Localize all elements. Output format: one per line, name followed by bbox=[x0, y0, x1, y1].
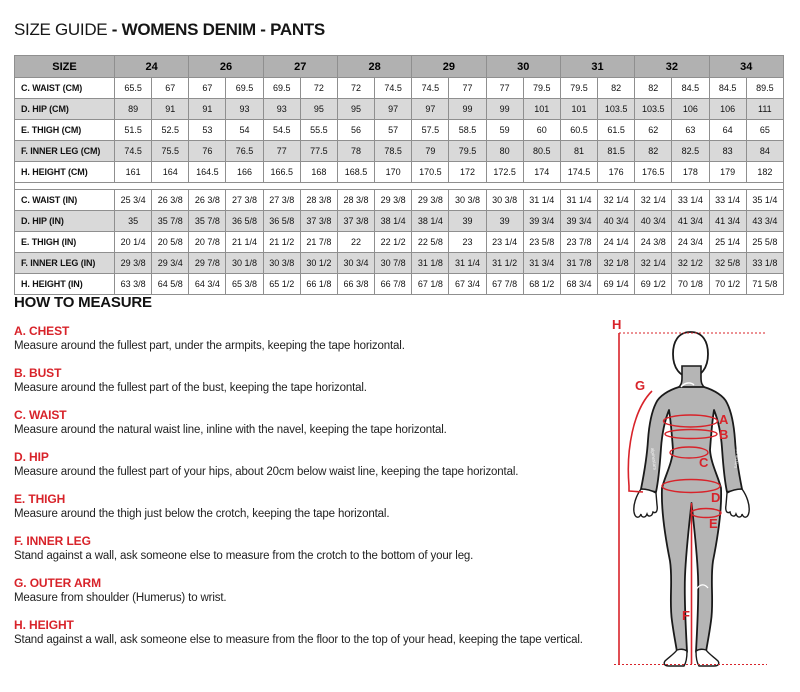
measurement-value: 30 1/8 bbox=[226, 253, 263, 274]
measurement-value: 39 3/4 bbox=[523, 211, 560, 232]
figure-left-foot bbox=[664, 649, 687, 666]
measurement-value: 76 bbox=[189, 141, 226, 162]
measurement-value: 23 bbox=[449, 232, 486, 253]
figure-label-a: A bbox=[719, 412, 729, 427]
measurement-value: 41 3/4 bbox=[709, 211, 746, 232]
size-table-header bbox=[15, 56, 784, 78]
measurement-value: 27 3/8 bbox=[263, 190, 300, 211]
size-column-header: 32 bbox=[635, 56, 709, 78]
measurement-value: 81 bbox=[560, 141, 597, 162]
measurement-value: 38 1/4 bbox=[375, 211, 412, 232]
row-label: C. WAIST (CM) bbox=[15, 78, 115, 99]
measurement-value: 77.5 bbox=[300, 141, 337, 162]
measurement-value: 22 bbox=[337, 232, 374, 253]
measurement-value: 78 bbox=[337, 141, 374, 162]
measurement-value: 79.5 bbox=[523, 78, 560, 99]
measurement-value: 75.5 bbox=[152, 141, 189, 162]
figure-label-g: G bbox=[635, 378, 646, 393]
measurement-value: 80 bbox=[486, 141, 523, 162]
measurement-value: 40 3/4 bbox=[635, 211, 672, 232]
measurement-value: 60.5 bbox=[560, 120, 597, 141]
size-table-corner-label: SIZE bbox=[15, 56, 115, 78]
measure-section-inner-leg bbox=[14, 534, 614, 562]
measurement-value: 83 bbox=[709, 141, 746, 162]
measurement-value: 82.5 bbox=[672, 141, 709, 162]
measure-section-bust bbox=[14, 366, 614, 394]
measurement-value: 32 1/8 bbox=[598, 253, 635, 274]
measurement-value: 20 1/4 bbox=[115, 232, 152, 253]
measurement-value: 61.5 bbox=[598, 120, 635, 141]
measurement-value: 70 1/2 bbox=[709, 274, 746, 295]
measurement-value: 32 1/2 bbox=[672, 253, 709, 274]
measurement-value: 67 3/4 bbox=[449, 274, 486, 295]
measurement-value: 164 bbox=[152, 162, 189, 183]
measurement-value: 82 bbox=[635, 141, 672, 162]
measurement-value: 56 bbox=[337, 120, 374, 141]
measure-section-height bbox=[14, 618, 614, 646]
measurement-value: 78.5 bbox=[375, 141, 412, 162]
size-column-header: 24 bbox=[115, 56, 189, 78]
measurement-value: 166.5 bbox=[263, 162, 300, 183]
measurement-value: 82 bbox=[635, 78, 672, 99]
measurement-value: 35 7/8 bbox=[189, 211, 226, 232]
measure-section-hip bbox=[14, 450, 614, 478]
measurement-value: 38 1/4 bbox=[412, 211, 449, 232]
measure-section-chest bbox=[14, 324, 614, 352]
measurement-value: 65.5 bbox=[115, 78, 152, 99]
measurement-value: 54 bbox=[226, 120, 263, 141]
measurement-value: 30 3/8 bbox=[449, 190, 486, 211]
measurement-value: 32 1/4 bbox=[635, 190, 672, 211]
measurement-value: 24 1/4 bbox=[598, 232, 635, 253]
measurement-value: 57.5 bbox=[412, 120, 449, 141]
measurement-value: 101 bbox=[560, 99, 597, 120]
measurement-value: 67 bbox=[152, 78, 189, 99]
measurement-value: 26 3/8 bbox=[152, 190, 189, 211]
measurement-value: 31 1/4 bbox=[560, 190, 597, 211]
measurement-value: 71 5/8 bbox=[746, 274, 783, 295]
measurement-value: 170 bbox=[375, 162, 412, 183]
measurement-value: 21 7/8 bbox=[300, 232, 337, 253]
measurement-value: 91 bbox=[189, 99, 226, 120]
how-to-measure-section bbox=[14, 294, 614, 660]
body-diagram bbox=[595, 300, 800, 687]
measurement-value: 31 1/4 bbox=[449, 253, 486, 274]
measurement-value: 59 bbox=[486, 120, 523, 141]
measurement-value: 23 1/4 bbox=[486, 232, 523, 253]
measurement-value: 25 5/8 bbox=[746, 232, 783, 253]
measurement-value: 24 3/4 bbox=[672, 232, 709, 253]
measurement-value: 79.5 bbox=[449, 141, 486, 162]
measurement-value: 31 7/8 bbox=[560, 253, 597, 274]
measurement-value: 168 bbox=[300, 162, 337, 183]
figure-left-hand bbox=[634, 489, 657, 517]
table-spacer-cell bbox=[15, 183, 784, 190]
size-column-header: 29 bbox=[412, 56, 486, 78]
measurement-value: 65 1/2 bbox=[263, 274, 300, 295]
measurement-value: 35 bbox=[115, 211, 152, 232]
measurement-value: 89.5 bbox=[746, 78, 783, 99]
measurement-value: 172 bbox=[449, 162, 486, 183]
measurement-value: 79 bbox=[412, 141, 449, 162]
measurement-value: 35 1/4 bbox=[746, 190, 783, 211]
measurement-value: 54.5 bbox=[263, 120, 300, 141]
measurement-value: 101 bbox=[523, 99, 560, 120]
figure-right-hand bbox=[726, 489, 749, 517]
measure-label-hip: D. HIP bbox=[14, 450, 49, 464]
page-title bbox=[14, 20, 325, 40]
measurement-value: 106 bbox=[672, 99, 709, 120]
size-column-header: 31 bbox=[560, 56, 634, 78]
measurement-value: 39 bbox=[449, 211, 486, 232]
measurement-value: 31 1/4 bbox=[523, 190, 560, 211]
measurement-value: 31 1/2 bbox=[486, 253, 523, 274]
measurement-value: 60 bbox=[523, 120, 560, 141]
measurement-value: 30 1/2 bbox=[300, 253, 337, 274]
row-label: C. WAIST (IN) bbox=[15, 190, 115, 211]
table-row bbox=[15, 274, 784, 295]
figure-label-d: D bbox=[711, 490, 721, 505]
row-label: E. THIGH (IN) bbox=[15, 232, 115, 253]
measurement-value: 69.5 bbox=[263, 78, 300, 99]
measurement-value: 26 3/8 bbox=[189, 190, 226, 211]
measurement-value: 91 bbox=[152, 99, 189, 120]
figure-neck bbox=[678, 366, 705, 388]
measurement-value: 52.5 bbox=[152, 120, 189, 141]
measurement-value: 74.5 bbox=[375, 78, 412, 99]
size-column-header: 34 bbox=[709, 56, 784, 78]
measurement-value: 36 5/8 bbox=[263, 211, 300, 232]
measurement-value: 69 1/4 bbox=[598, 274, 635, 295]
figure-label-e: E bbox=[709, 516, 718, 531]
measurement-value: 22 5/8 bbox=[412, 232, 449, 253]
measurement-value: 182 bbox=[746, 162, 783, 183]
measurement-value: 99 bbox=[486, 99, 523, 120]
measurement-value: 32 1/4 bbox=[598, 190, 635, 211]
measurement-value: 97 bbox=[375, 99, 412, 120]
measurement-value: 21 1/4 bbox=[226, 232, 263, 253]
measurement-value: 43 3/4 bbox=[746, 211, 783, 232]
measurement-value: 37 3/8 bbox=[337, 211, 374, 232]
size-table-body bbox=[15, 78, 784, 295]
measurement-value: 25 3/4 bbox=[115, 190, 152, 211]
measurement-value: 29 3/8 bbox=[375, 190, 412, 211]
measurement-value: 66 1/8 bbox=[300, 274, 337, 295]
table-row bbox=[15, 141, 784, 162]
measurement-value: 25 1/4 bbox=[709, 232, 746, 253]
measurement-value: 166 bbox=[226, 162, 263, 183]
measurement-value: 76.5 bbox=[226, 141, 263, 162]
measurement-value: 176.5 bbox=[635, 162, 672, 183]
measurement-value: 29 3/8 bbox=[412, 190, 449, 211]
table-row bbox=[15, 253, 784, 274]
measurement-value: 30 3/8 bbox=[263, 253, 300, 274]
how-to-measure-heading: HOW TO MEASURE bbox=[14, 294, 152, 311]
measure-label-inner-leg: F. INNER LEG bbox=[14, 534, 91, 548]
table-row bbox=[15, 211, 784, 232]
size-column-header: 26 bbox=[189, 56, 263, 78]
alpinestars-left-arm-text: alpinestars bbox=[650, 447, 658, 471]
measurement-value: 32 5/8 bbox=[709, 253, 746, 274]
measurement-value: 84.5 bbox=[709, 78, 746, 99]
figure-label-f: F bbox=[682, 608, 690, 623]
measurement-value: 67 1/8 bbox=[412, 274, 449, 295]
table-row bbox=[15, 120, 784, 141]
measurement-value: 168.5 bbox=[337, 162, 374, 183]
measurement-value: 41 3/4 bbox=[672, 211, 709, 232]
measurement-value: 33 1/8 bbox=[746, 253, 783, 274]
figure-label-b: B bbox=[719, 427, 729, 442]
row-label: F. INNER LEG (IN) bbox=[15, 253, 115, 274]
measurement-value: 36 5/8 bbox=[226, 211, 263, 232]
measurement-value: 179 bbox=[709, 162, 746, 183]
measurement-value: 22 1/2 bbox=[375, 232, 412, 253]
measurement-value: 27 3/8 bbox=[226, 190, 263, 211]
measurement-value: 39 bbox=[486, 211, 523, 232]
measurement-value: 33 1/4 bbox=[672, 190, 709, 211]
measure-text-bust: Measure around the fullest part of the bust, keeping the tape horizontal. bbox=[14, 382, 367, 394]
measure-text-chest: Measure around the fullest part, under the armpits, keeping the tape horizontal. bbox=[14, 340, 405, 352]
measurement-value: 63 bbox=[672, 120, 709, 141]
measurement-value: 30 7/8 bbox=[375, 253, 412, 274]
measurement-value: 97 bbox=[412, 99, 449, 120]
measurement-value: 69.5 bbox=[226, 78, 263, 99]
measurement-value: 30 3/4 bbox=[337, 253, 374, 274]
measurement-value: 64 bbox=[709, 120, 746, 141]
measurement-value: 29 3/4 bbox=[152, 253, 189, 274]
measurement-value: 21 1/2 bbox=[263, 232, 300, 253]
measurement-value: 89 bbox=[115, 99, 152, 120]
row-label: H. HEIGHT (IN) bbox=[15, 274, 115, 295]
measurement-value: 106 bbox=[709, 99, 746, 120]
measure-text-hip: Measure around the fullest part of your hips, about 20cm below waist line, keeping the tape horizontal. bbox=[14, 466, 519, 478]
measurement-value: 30 3/8 bbox=[486, 190, 523, 211]
measurement-value: 72 bbox=[300, 78, 337, 99]
measurement-value: 31 1/8 bbox=[412, 253, 449, 274]
measurement-value: 70 1/8 bbox=[672, 274, 709, 295]
measure-section-outer-arm bbox=[14, 576, 614, 604]
measure-label-waist: C. WAIST bbox=[14, 408, 67, 422]
measure-text-thigh: Measure around the thigh just below the crotch, keeping the tape horizontal. bbox=[14, 508, 390, 520]
measurement-value: 35 7/8 bbox=[152, 211, 189, 232]
measurement-value: 77 bbox=[449, 78, 486, 99]
table-row bbox=[15, 99, 784, 120]
row-label: F. INNER LEG (CM) bbox=[15, 141, 115, 162]
measurement-value: 65 3/8 bbox=[226, 274, 263, 295]
measurement-figure bbox=[595, 300, 800, 687]
measurement-value: 111 bbox=[746, 99, 783, 120]
table-row bbox=[15, 162, 784, 183]
measurement-value: 51.5 bbox=[115, 120, 152, 141]
measurement-value: 161 bbox=[115, 162, 152, 183]
measurement-value: 37 3/8 bbox=[300, 211, 337, 232]
measurement-value: 164.5 bbox=[189, 162, 226, 183]
measurement-value: 172.5 bbox=[486, 162, 523, 183]
row-label: D. HIP (CM) bbox=[15, 99, 115, 120]
size-column-header: 27 bbox=[263, 56, 337, 78]
measurement-value: 33 1/4 bbox=[709, 190, 746, 211]
figure-right-foot bbox=[696, 649, 719, 666]
measurement-value: 65 bbox=[746, 120, 783, 141]
measurement-value: 64 3/4 bbox=[189, 274, 226, 295]
size-column-header: 28 bbox=[337, 56, 411, 78]
measurement-value: 28 3/8 bbox=[337, 190, 374, 211]
measurement-value: 99 bbox=[449, 99, 486, 120]
measurement-value: 23 5/8 bbox=[523, 232, 560, 253]
measurement-value: 170.5 bbox=[412, 162, 449, 183]
measurement-value: 28 3/8 bbox=[300, 190, 337, 211]
measurement-value: 79.5 bbox=[560, 78, 597, 99]
measurement-value: 84.5 bbox=[672, 78, 709, 99]
measure-label-outer-arm: G. OUTER ARM bbox=[14, 576, 102, 590]
measurement-value: 174.5 bbox=[560, 162, 597, 183]
measurement-value: 20 5/8 bbox=[152, 232, 189, 253]
measure-text-inner-leg: Stand against a wall, ask someone else to measure from the crotch to the bottom of your leg. bbox=[14, 550, 474, 562]
measure-text-waist: Measure around the natural waist line, inline with the navel, keeping the tape horizontal. bbox=[14, 424, 447, 436]
measure-text-height: Stand against a wall, ask someone else to measure from the floor to the top of your head, keeping the tape vertical. bbox=[14, 634, 583, 646]
measurement-value: 53 bbox=[189, 120, 226, 141]
measurement-value: 40 3/4 bbox=[598, 211, 635, 232]
measurement-value: 67 bbox=[189, 78, 226, 99]
page-title-bold: - WOMENS DENIM - PANTS bbox=[111, 20, 325, 39]
measurement-value: 68 3/4 bbox=[560, 274, 597, 295]
table-row bbox=[15, 190, 784, 211]
row-label: E. THIGH (CM) bbox=[15, 120, 115, 141]
measurement-value: 29 3/8 bbox=[115, 253, 152, 274]
measurement-value: 55.5 bbox=[300, 120, 337, 141]
measurement-value: 32 1/4 bbox=[635, 253, 672, 274]
measurement-value: 103.5 bbox=[598, 99, 635, 120]
measurement-value: 64 5/8 bbox=[152, 274, 189, 295]
size-table-header-row bbox=[15, 56, 784, 78]
measurement-value: 74.5 bbox=[115, 141, 152, 162]
measure-text-outer-arm: Measure from shoulder (Humerus) to wrist. bbox=[14, 592, 227, 604]
measurement-value: 69 1/2 bbox=[635, 274, 672, 295]
alpinestars-right-arm-text: alpinestars bbox=[733, 445, 741, 469]
row-label: H. HEIGHT (CM) bbox=[15, 162, 115, 183]
measure-section-thigh bbox=[14, 492, 614, 520]
row-label: D. HIP (IN) bbox=[15, 211, 115, 232]
measurement-value: 66 3/8 bbox=[337, 274, 374, 295]
measurement-value: 77 bbox=[486, 78, 523, 99]
measurement-value: 95 bbox=[337, 99, 374, 120]
measurement-value: 174 bbox=[523, 162, 560, 183]
measurement-value: 29 7/8 bbox=[189, 253, 226, 274]
measurement-value: 67 7/8 bbox=[486, 274, 523, 295]
measurement-value: 58.5 bbox=[449, 120, 486, 141]
measure-label-bust: B. BUST bbox=[14, 366, 62, 380]
measurement-value: 31 3/4 bbox=[523, 253, 560, 274]
table-spacer-row bbox=[15, 183, 784, 190]
table-row bbox=[15, 232, 784, 253]
figure-label-h: H bbox=[612, 317, 622, 332]
measurement-value: 23 7/8 bbox=[560, 232, 597, 253]
measurement-value: 63 3/8 bbox=[115, 274, 152, 295]
measurement-value: 178 bbox=[672, 162, 709, 183]
measurement-value: 66 7/8 bbox=[375, 274, 412, 295]
measurement-value: 24 3/8 bbox=[635, 232, 672, 253]
measure-label-chest: A. CHEST bbox=[14, 324, 70, 338]
figure-label-c: C bbox=[699, 455, 709, 470]
measurement-value: 93 bbox=[226, 99, 263, 120]
measurement-value: 103.5 bbox=[635, 99, 672, 120]
table-row bbox=[15, 78, 784, 99]
measurement-value: 57 bbox=[375, 120, 412, 141]
measurement-value: 39 3/4 bbox=[560, 211, 597, 232]
measurement-value: 93 bbox=[263, 99, 300, 120]
measurement-value: 84 bbox=[746, 141, 783, 162]
measure-section-waist bbox=[14, 408, 614, 436]
measurement-value: 176 bbox=[598, 162, 635, 183]
measure-label-height: H. HEIGHT bbox=[14, 618, 74, 632]
measurement-value: 81.5 bbox=[598, 141, 635, 162]
size-table bbox=[14, 55, 784, 295]
measurement-value: 72 bbox=[337, 78, 374, 99]
measurement-value: 20 7/8 bbox=[189, 232, 226, 253]
measurement-value: 95 bbox=[300, 99, 337, 120]
measurement-value: 62 bbox=[635, 120, 672, 141]
measurement-value: 82 bbox=[598, 78, 635, 99]
measurement-value: 74.5 bbox=[412, 78, 449, 99]
measurement-value: 68 1/2 bbox=[523, 274, 560, 295]
size-column-header: 30 bbox=[486, 56, 560, 78]
measurement-value: 80.5 bbox=[523, 141, 560, 162]
measure-label-thigh: E. THIGH bbox=[14, 492, 66, 506]
page-title-regular: SIZE GUIDE bbox=[14, 20, 108, 39]
measurement-value: 77 bbox=[263, 141, 300, 162]
